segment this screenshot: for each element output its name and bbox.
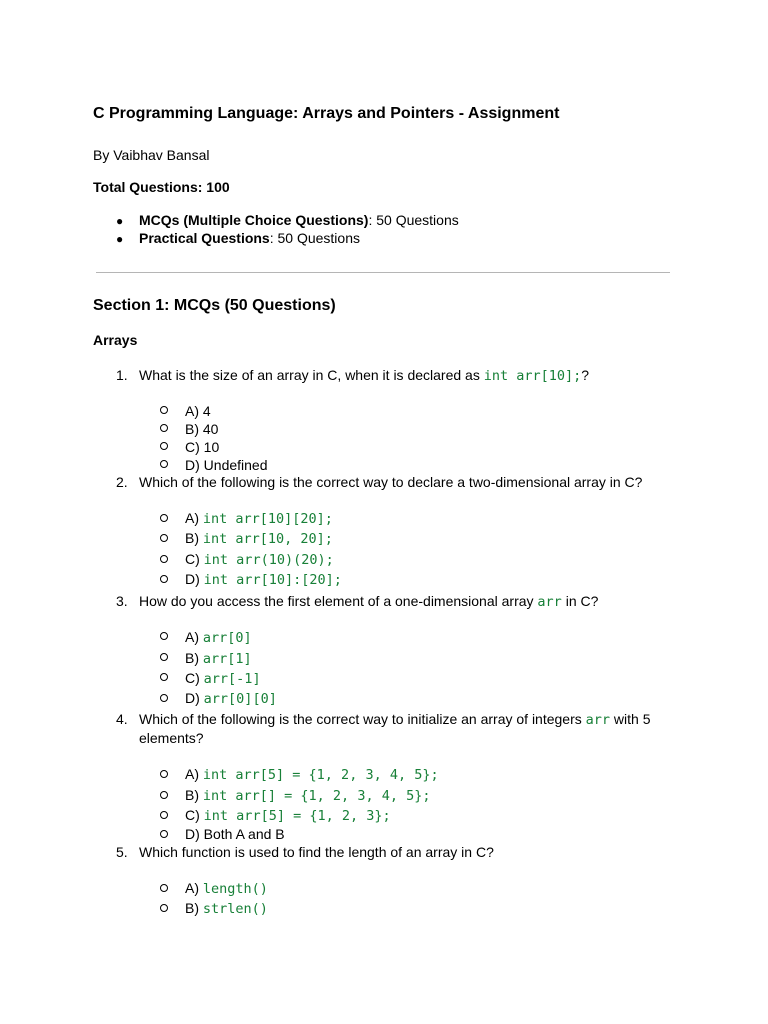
question-number: 5. (116, 844, 128, 860)
option-label: C) (185, 670, 204, 686)
option-text: 40 (202, 421, 219, 437)
option-item (185, 529, 333, 548)
option-code: int arr[10, 20]; (202, 531, 333, 547)
option-label: D) (185, 826, 204, 842)
question-text: Which function is used to find the length of an array in C? (139, 844, 494, 860)
total-questions: Total Questions: 100 (93, 179, 230, 195)
question-text-part: with 5 elements? (139, 711, 651, 746)
summary-label: MCQs (Multiple Choice Questions) (139, 212, 369, 228)
option-code: arr[0] (202, 630, 252, 646)
horizontal-divider (96, 272, 670, 273)
question-text-part: in C? (561, 593, 599, 609)
option-item (185, 786, 430, 805)
section-heading: Section 1: MCQs (50 Questions) (93, 297, 336, 314)
summary-count: : 50 Questions (269, 230, 360, 246)
option-label: A) (185, 880, 203, 896)
option-code: arr[1] (202, 651, 252, 667)
circle-bullet-icon (160, 904, 168, 912)
option-item (185, 649, 252, 668)
summary-count: : 50 Questions (368, 212, 459, 228)
bullet-icon: ● (116, 232, 124, 246)
option-item (185, 628, 252, 647)
document-title: C Programming Language: Arrays and Pointers - Assignment (93, 105, 560, 122)
circle-bullet-icon (160, 534, 168, 542)
inline-code: arr (585, 712, 611, 728)
circle-bullet-icon (160, 460, 168, 468)
option-label: C) (185, 807, 204, 823)
option-code: int arr[10][20]; (202, 511, 333, 527)
option-item (185, 456, 268, 474)
option-text: Undefined (203, 457, 268, 473)
option-text: 10 (203, 439, 220, 455)
option-code: arr[-1] (203, 671, 261, 687)
inline-code: int arr[10]; (483, 368, 582, 384)
summary-item-practical (139, 229, 360, 247)
circle-bullet-icon (160, 770, 168, 778)
summary-item-mcqs (139, 211, 459, 229)
option-label: B) (185, 650, 203, 666)
option-label: A) (185, 510, 203, 526)
option-item (185, 899, 268, 918)
option-label: B) (185, 787, 203, 803)
option-item (185, 420, 218, 438)
option-label: C) (185, 551, 204, 567)
circle-bullet-icon (160, 555, 168, 563)
option-item (185, 765, 439, 784)
option-item (185, 402, 211, 420)
circle-bullet-icon (160, 575, 168, 583)
question-text (139, 592, 598, 611)
option-label: C) (185, 439, 204, 455)
option-item (185, 879, 268, 898)
option-label: D) (185, 571, 204, 587)
question-number: 4. (116, 711, 128, 727)
option-label: D) (185, 457, 204, 473)
circle-bullet-icon (160, 884, 168, 892)
circle-bullet-icon (160, 514, 168, 522)
option-code: int arr[10]:[20]; (203, 572, 342, 588)
question-number: 1. (116, 367, 128, 383)
option-code: int arr(10)(20); (203, 552, 334, 568)
question-text-part: Which of the following is the correct way to initialize an array of integers (139, 711, 586, 727)
inline-code: arr (537, 594, 562, 610)
option-item (185, 689, 277, 708)
circle-bullet-icon (160, 632, 168, 640)
circle-bullet-icon (160, 442, 168, 450)
question-text-part: ? (581, 367, 590, 383)
option-text: Both A and B (203, 826, 285, 842)
circle-bullet-icon (160, 830, 168, 838)
option-label: B) (185, 900, 203, 916)
option-code: int arr[] = {1, 2, 3, 4, 5}; (202, 788, 431, 804)
circle-bullet-icon (160, 424, 168, 432)
option-code: length() (202, 881, 268, 897)
circle-bullet-icon (160, 694, 168, 702)
question-text-part: What is the size of an array in C, when it is declared as (139, 367, 484, 383)
option-code: int arr[5] = {1, 2, 3, 4, 5}; (202, 767, 439, 783)
subsection-heading: Arrays (93, 332, 138, 348)
option-item (185, 438, 219, 456)
option-label: A) (185, 766, 203, 782)
option-label: D) (185, 690, 204, 706)
option-text: 4 (202, 403, 211, 419)
option-item (185, 509, 333, 528)
author-line: By Vaibhav Bansal (93, 147, 210, 163)
option-item (185, 825, 285, 843)
option-item (185, 550, 334, 569)
option-item (185, 570, 342, 589)
option-code: arr[0][0] (203, 691, 277, 707)
question-text (139, 710, 669, 747)
circle-bullet-icon (160, 406, 168, 414)
question-text (139, 366, 589, 385)
option-label: B) (185, 530, 203, 546)
summary-label: Practical Questions (139, 230, 270, 246)
option-code: int arr[5] = {1, 2, 3}; (203, 808, 391, 824)
question-number: 3. (116, 593, 128, 609)
question-number: 2. (116, 474, 128, 490)
option-label: A) (185, 629, 203, 645)
option-item (185, 669, 261, 688)
circle-bullet-icon (160, 791, 168, 799)
question-text-part: How do you access the first element of a one-dimensional array (139, 593, 538, 609)
question-text: Which of the following is the correct way to declare a two-dimensional array in C? (139, 474, 643, 490)
circle-bullet-icon (160, 673, 168, 681)
option-label: B) (185, 421, 203, 437)
bullet-icon: ● (116, 214, 124, 228)
option-label: A) (185, 403, 203, 419)
option-code: strlen() (202, 901, 268, 917)
option-item (185, 806, 391, 825)
circle-bullet-icon (160, 653, 168, 661)
circle-bullet-icon (160, 811, 168, 819)
